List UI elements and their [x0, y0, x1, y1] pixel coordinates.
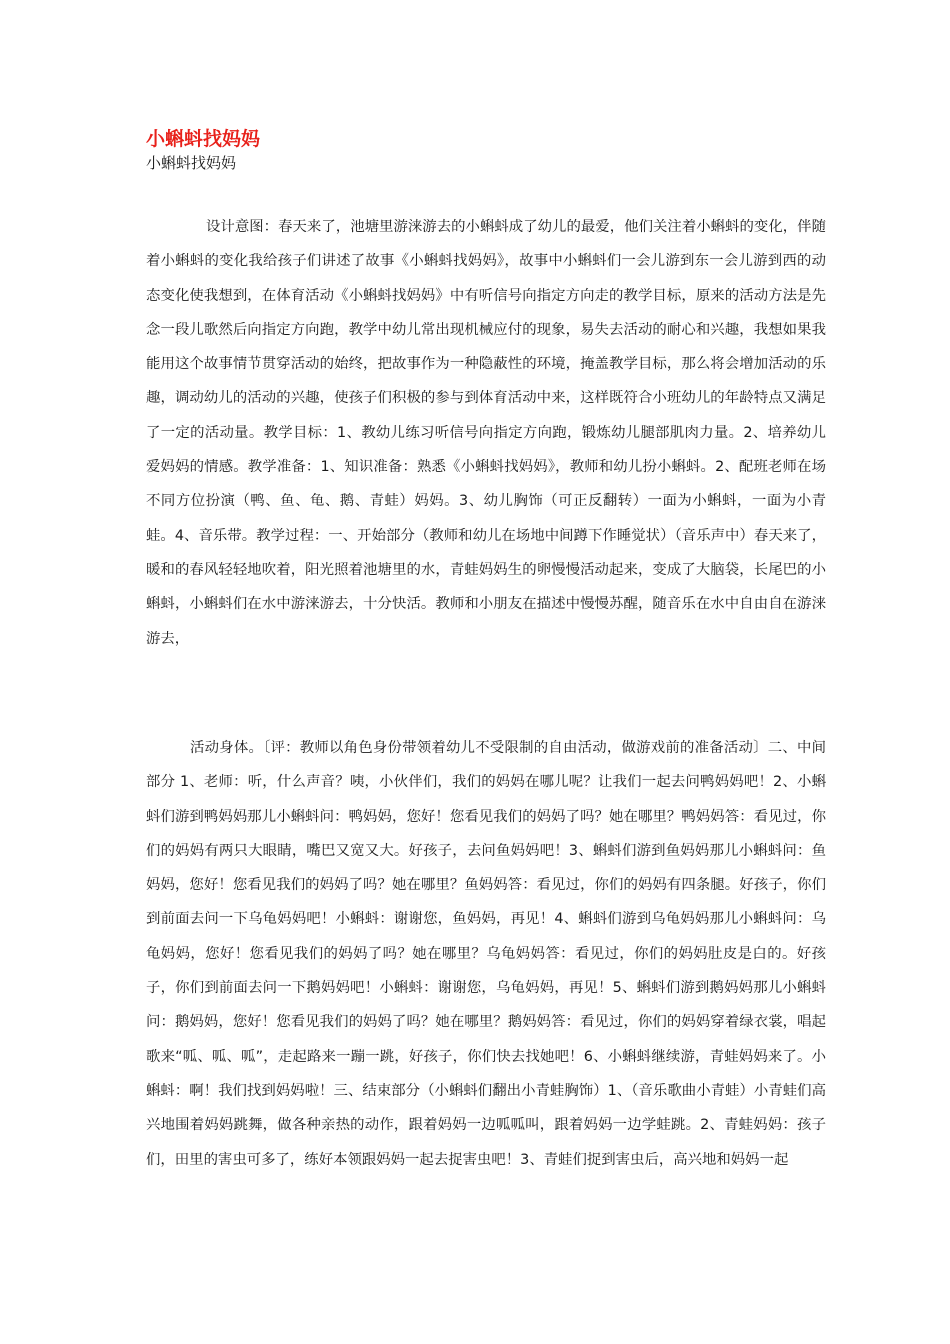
document-title: 小蝌蚪找妈妈	[146, 128, 261, 150]
paragraph-activity-process: 活动身体。〔评：教师以角色身份带领着幼儿不受限制的自由活动，做游戏前的准备活动〕二、中间部分 1、老师：听，什么声音？咦，小伙伴们，我们的妈妈在哪儿呢？让我们一起去问鸭妈妈吧！2、小蝌蚪们游到鸭妈妈那儿小蝌蚪问：鸭妈妈，您好！您看见我们的妈妈了吗？她在哪里？鸭妈妈答：看见过，你们的妈妈有两只大眼睛，嘴巴又宽又大。好孩子，去问鱼妈妈吧！3、蝌蚪们游到鱼妈妈那儿小蝌蚪问：鱼妈妈，您好！您看见我们的妈妈了吗？她在哪里？鱼妈妈答：看见过，你们的妈妈有四条腿。好孩子，你们到前面去问一下乌龟妈妈吧！小蝌蚪：谢谢您，鱼妈妈，再见！4、蝌蚪们游到乌龟妈妈那儿小蝌蚪问：乌龟妈妈，您好！您看见我们的妈妈了吗？她在哪里？乌龟妈妈答：看见过，你们的妈妈肚皮是白的。好孩子，你们到前面去问一下鹅妈妈吧！小蝌蚪：谢谢您，乌龟妈妈，再见！5、蝌蚪们游到鹅妈妈那儿小蝌蚪问：鹅妈妈，您好！您看见我们的妈妈了吗？她在哪里？鹅妈妈答：看见过，你们的妈妈穿着绿衣裳，唱起歌来“呱、呱、呱”，走起路来一蹦一跳，好孩子，你们快去找她吧！6、小蝌蚪继续游，青蛙妈妈来了。小蝌蚪：啊！我们找到妈妈啦！三、结束部分（小蝌蚪们翻出小青蛙胸饰）1、（音乐歌曲小青蛙）小青蛙们高兴地围着妈妈跳舞，做各种亲热的动作，跟着妈妈一边呱呱叫，跟着妈妈一边学蛙跳。2、青蛙妈妈：孩子们，田里的害虫可多了，练好本领跟妈妈一起去捉害虫吧！3、青蛙们捉到害虫后，高兴地和妈妈一起	[146, 740, 826, 1168]
paragraph-design-intent: 设计意图：春天来了，池塘里游涞游去的小蝌蚪成了幼儿的最爱，他们关注着小蝌蚪的变化，伴随着小蝌蚪的变化我给孩子们讲述了故事《小蝌蚪找妈妈》，故事中小蝌蚪们一会儿游到东一会儿游到西的动态变化使我想到，在体育活动《小蝌蚪找妈妈》中有听信号向指定方向走的教学目标，原来的活动方法是先念一段儿歌然后向指定方向跑，教学中幼儿常出现机械应付的现象，易失去活动的耐心和兴趣，我想如果我能用这个故事情节贯穿活动的始终，把故事作为一种隐蔽性的环境，掩盖教学目标，那么将会增加活动的乐趣，调动幼儿的活动的兴趣，使孩子们积极的参与到体育活动中来，这样既符合小班幼儿的年龄特点又满足了一定的活动量。教学目标：1、教幼儿练习听信号向指定方向跑，锻炼幼儿腿部肌肉力量。2、培养幼儿爱妈妈的情感。教学准备：1、知识准备：熟悉《小蝌蚪找妈妈》，教师和幼儿扮小蝌蚪。2、配班老师在场不同方位扮演（鸭、鱼、龟、鹅、青蛙）妈妈。3、幼儿胸饰（可正反翻转）一面为小蝌蚪，一面为小青蛙。4、音乐带。教学过程：一、开始部分（教师和幼儿在场地中间蹲下作睡觉状）（音乐声中）春天来了，暖和的春风轻轻地吹着，阳光照着池塘里的水，青蛙妈妈生的卵慢慢活动起来，变成了大脑袋，长尾巴的小蝌蚪，小蝌蚪们在水中游涞游去，十分快活。教师和小朋友在描述中慢慢苏醒，随音乐在水中自由自在游涞游去，	[146, 219, 826, 647]
document-subtitle: 小蝌蚪找妈妈	[146, 154, 237, 172]
